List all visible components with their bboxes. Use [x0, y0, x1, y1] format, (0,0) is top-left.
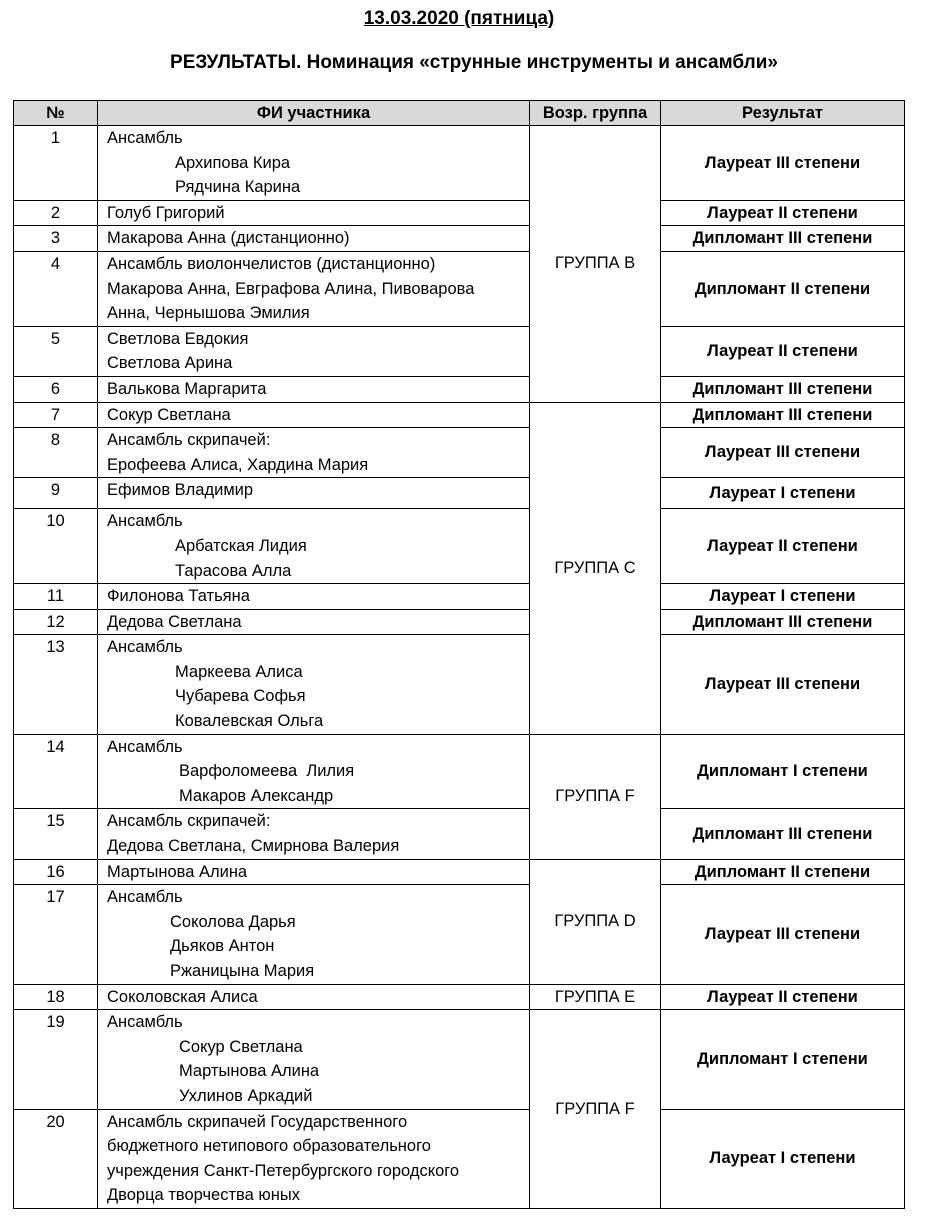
row-number: 7 — [14, 402, 98, 428]
row-number: 3 — [14, 226, 98, 252]
row-number: 4 — [14, 251, 98, 326]
participant-line: Ансамбль — [107, 888, 183, 907]
participant-cell — [98, 126, 530, 201]
document-title: РЕЗУЛЬТАТЫ. Номинация «струнные инструменты и ансамбли» — [170, 52, 778, 73]
age-group-cell: ГРУППА F — [530, 1010, 661, 1209]
participant-cell — [98, 428, 530, 478]
column-header-result: Результат — [661, 101, 905, 126]
participant-line: Ансамбль — [107, 638, 183, 657]
participant-line: Тарасова Алла — [175, 561, 292, 580]
participant-line: Ефимов Владимир — [107, 481, 254, 500]
participant-line: Мартынова Алина — [179, 1062, 320, 1081]
participant-cell — [98, 478, 530, 509]
table-row — [14, 251, 905, 326]
result-cell: Лауреат II степени — [661, 200, 905, 226]
participant-line: Ансамбль виолончелистов (дистанционно) — [107, 254, 436, 273]
table-row — [14, 126, 905, 201]
participant-line: Ансамбль — [107, 512, 183, 531]
table-row — [14, 1010, 905, 1109]
participant-cell — [98, 584, 530, 610]
participant-line: Рядчина Карина — [175, 178, 301, 197]
table-row — [14, 809, 905, 859]
table-row — [14, 226, 905, 252]
row-number: 13 — [14, 635, 98, 734]
row-number: 8 — [14, 428, 98, 478]
table-row — [14, 984, 905, 1010]
row-number: 19 — [14, 1010, 98, 1109]
participant-line: Чубарева Софья — [175, 687, 306, 706]
row-number: 16 — [14, 859, 98, 885]
table-row — [14, 635, 905, 734]
row-number: 18 — [14, 984, 98, 1010]
row-number: 20 — [14, 1109, 98, 1208]
result-cell: Дипломант I степени — [661, 734, 905, 809]
result-cell: Лауреат III степени — [661, 126, 905, 201]
participant-cell — [98, 885, 530, 984]
participant-line: Варфоломеева Лилия — [179, 762, 355, 781]
participant-line: Ансамбль — [107, 129, 183, 147]
participant-cell — [98, 1010, 530, 1109]
result-cell: Лауреат II степени — [661, 326, 905, 376]
participant-line: Мартынова Алина — [107, 862, 248, 881]
participant-line: Сокур Светлана — [107, 405, 231, 424]
column-header-number: № — [14, 101, 98, 126]
column-header-participant: ФИ участника — [98, 101, 530, 126]
age-group-cell: ГРУППА E — [530, 984, 661, 1010]
participant-line: Дворца творчества юных — [107, 1186, 300, 1205]
participant-line: Голуб Григорий — [107, 203, 225, 222]
document-date: 13.03.2020 (пятница) — [363, 8, 555, 29]
table-row — [14, 428, 905, 478]
row-number: 12 — [14, 609, 98, 635]
participant-line: Ерофеева Алиса, Хардина Мария — [107, 455, 369, 474]
table-row — [14, 200, 905, 226]
participant-cell — [98, 859, 530, 885]
result-cell: Дипломант III степени — [661, 609, 905, 635]
participant-line: Маркеева Алиса — [175, 662, 303, 681]
result-cell: Лауреат III степени — [661, 428, 905, 478]
result-cell: Дипломант II степени — [661, 859, 905, 885]
table-row — [14, 885, 905, 984]
participant-line: Сокур Светлана — [179, 1037, 303, 1056]
participant-line: Арбатская Лидия — [175, 536, 307, 555]
participant-cell — [98, 509, 530, 584]
row-number: 15 — [14, 809, 98, 859]
result-cell: Лауреат III степени — [661, 885, 905, 984]
participant-line: Дедова Светлана, Смирнова Валерия — [107, 837, 400, 856]
row-number: 1 — [14, 126, 98, 201]
participant-cell — [98, 984, 530, 1010]
participant-line: Соколовская Алиса — [107, 987, 258, 1006]
participant-cell — [98, 609, 530, 635]
participant-line: бюджетного нетипового образовательного — [107, 1137, 431, 1156]
participant-line: Макарова Анна, Евграфова Алина, Пивоварова — [107, 279, 475, 298]
participant-cell — [98, 402, 530, 428]
participant-line: Светлова Арина — [107, 354, 233, 373]
column-header-age-group: Возр. группа — [530, 101, 661, 126]
result-cell: Дипломант II степени — [661, 251, 905, 326]
participant-line: Соколова Дарья — [170, 912, 296, 931]
participant-line: Ансамбль скрипачей Государственного — [107, 1112, 408, 1131]
participant-cell — [98, 200, 530, 226]
result-cell: Лауреат I степени — [661, 478, 905, 509]
result-cell: Лауреат II степени — [661, 984, 905, 1010]
participant-cell — [98, 1109, 530, 1208]
participant-line: Макарова Анна (дистанционно) — [107, 229, 350, 248]
result-cell: Дипломант III степени — [661, 226, 905, 252]
participant-line: Филонова Татьяна — [107, 587, 250, 606]
participant-line: Ансамбль скрипачей: — [107, 812, 271, 831]
participant-line: Архипова Кира — [175, 153, 291, 172]
participant-cell — [98, 326, 530, 376]
result-cell: Лауреат I степени — [661, 584, 905, 610]
table-row — [14, 509, 905, 584]
participant-line: Светлова Евдокия — [107, 329, 249, 348]
age-group-cell: ГРУППА D — [530, 859, 661, 984]
table-row — [14, 376, 905, 402]
participant-line: Дедова Светлана — [107, 612, 242, 631]
participant-cell — [98, 635, 530, 734]
table-row — [14, 584, 905, 610]
result-cell: Лауреат II степени — [661, 509, 905, 584]
table-row — [14, 402, 905, 428]
result-cell: Лауреат I степени — [661, 1109, 905, 1208]
results-table — [13, 100, 905, 1209]
row-number: 10 — [14, 509, 98, 584]
participant-cell — [98, 376, 530, 402]
row-number: 17 — [14, 885, 98, 984]
table-header-row — [14, 101, 905, 126]
participant-line: Макаров Александр — [179, 786, 334, 805]
row-number: 11 — [14, 584, 98, 610]
age-group-cell: ГРУППА В — [530, 126, 661, 403]
participant-cell — [98, 226, 530, 252]
result-cell: Лауреат III степени — [661, 635, 905, 734]
participant-line: Ковалевская Ольга — [175, 712, 324, 731]
participant-line: Валькова Маргарита — [107, 379, 267, 398]
table-row — [14, 1109, 905, 1208]
participant-line: Ухлинов Аркадий — [179, 1086, 313, 1105]
age-group-cell: ГРУППА С — [530, 402, 661, 734]
result-cell: Дипломант III степени — [661, 809, 905, 859]
participant-line: Ансамбль — [107, 1013, 183, 1032]
participant-cell — [98, 734, 530, 809]
participant-cell — [98, 809, 530, 859]
participant-line: Анна, Чернышова Эмилия — [107, 304, 310, 323]
result-cell: Дипломант I степени — [661, 1010, 905, 1109]
table-row — [14, 609, 905, 635]
participant-line: Ржаницына Мария — [170, 962, 315, 980]
participant-line: Ансамбль скрипачей: — [107, 431, 271, 450]
participant-cell — [98, 251, 530, 326]
row-number: 2 — [14, 200, 98, 226]
participant-line: учреждения Санкт-Петербургского городского — [107, 1161, 460, 1180]
row-number: 9 — [14, 478, 98, 509]
row-number: 6 — [14, 376, 98, 402]
row-number: 14 — [14, 734, 98, 809]
participant-line: Дьяков Антон — [170, 937, 275, 956]
table-row — [14, 478, 905, 509]
result-cell: Дипломант III степени — [661, 376, 905, 402]
table-row — [14, 326, 905, 376]
row-number: 5 — [14, 326, 98, 376]
participant-line: Ансамбль — [107, 737, 183, 756]
result-cell: Дипломант III степени — [661, 402, 905, 428]
age-group-cell: ГРУППА F — [530, 734, 661, 859]
table-row — [14, 734, 905, 809]
table-row — [14, 859, 905, 885]
